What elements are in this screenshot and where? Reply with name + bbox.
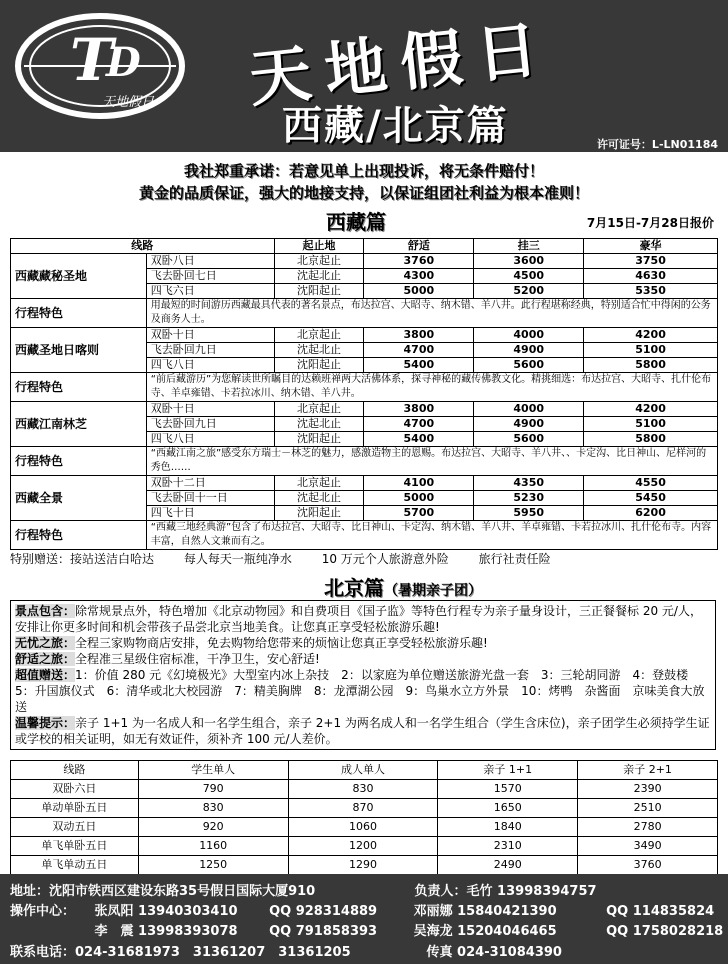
beijing-title-note: （暑期亲子团） [384, 583, 482, 599]
price-adult: 870 [288, 799, 438, 818]
duration-cell: 飞去卧回九日 [146, 417, 274, 432]
price-family-2-1: 2510 [578, 799, 718, 818]
info-label: 景点包含： [15, 604, 76, 618]
header-route: 线路 [11, 761, 139, 780]
route-name: 西藏藏秘圣地 [11, 254, 147, 299]
tibet-price-table [10, 238, 718, 550]
header-family-2-1: 亲子 2+1 [578, 761, 718, 780]
price-comfort: 3760 [364, 254, 474, 269]
table-row [11, 402, 718, 417]
beijing-info-box [10, 600, 716, 750]
info-item [15, 651, 711, 667]
header-three-star: 挂三 [474, 239, 584, 254]
license-number: 许可证号：L-LN01184 [596, 138, 718, 151]
feature-text: “西藏三地经典游”包含了布达拉宫、大昭寺、比日神山、卡定沟、纳木错、羊八井、羊卓雍错、卡若拉冰川、扎什伦布寺。内容丰富，自然人文兼而有之。 [146, 521, 717, 550]
price-three-star: 3600 [474, 254, 584, 269]
table-row [11, 856, 718, 875]
contact-name-phone: 张凤阳 13940303410 [94, 904, 238, 919]
info-text: 全程三家购物商店安排，免去购物给您带来的烦恼让您真正享受轻松旅游乐趣! [75, 636, 488, 650]
price-luxury: 5450 [584, 491, 718, 506]
table-row [11, 476, 718, 491]
price-comfort: 5700 [364, 506, 474, 521]
feature-row [11, 447, 718, 476]
gift-item: 旅行社责任险 [478, 552, 551, 566]
feature-text: “前后藏游历”为您解读世所瞩目的达赖班禅两大活佛体系，探寻神秘的藏传佛教文化。精挑细选：布达拉宫、大昭寺、扎什伦布寺、羊卓雍错、卡若拉冰川、纳木错、羊八井。 [146, 373, 717, 402]
route-cell: 单飞单动五日 [11, 856, 139, 875]
price-comfort: 5000 [364, 284, 474, 299]
price-luxury: 5100 [584, 417, 718, 432]
price-luxury: 4550 [584, 476, 718, 491]
table-header-row [11, 239, 718, 254]
info-item [15, 635, 711, 651]
endpoint-cell: 沈起北止 [274, 343, 364, 358]
feature-text: 用最短的时间游历西藏最具代表的著名景点，布达拉宫、大昭寺、纳木错、羊八井。此行程堪称经典，特别适合忙中得闲的公务及商务人士。 [146, 299, 717, 328]
header-adult: 成人单人 [288, 761, 438, 780]
promise-line-2: 黄金的品质保证，强大的地接支持，以保证组团社利益为根本准则！ [138, 184, 589, 202]
price-adult: 1200 [288, 837, 438, 856]
route-cell: 单飞单卧五日 [11, 837, 139, 856]
logo [14, 10, 194, 122]
price-luxury: 3750 [584, 254, 718, 269]
beijing-section-title: 北京篇（暑期亲子团） [324, 576, 482, 600]
price-family-1-1: 2490 [438, 856, 578, 875]
info-label: 无忧之旅： [15, 636, 76, 650]
promise-line-1: 我社郑重承诺：若意见单上出现投诉，将无条件赔付！ [183, 162, 544, 180]
svg-text:T: T [70, 26, 114, 94]
endpoint-cell: 沈阳起止 [274, 506, 364, 521]
contact-footer [0, 874, 728, 964]
price-luxury: 6200 [584, 506, 718, 521]
info-text: 1：价值 280 元《幻境极光》大型室内冰上杂技 2：以家庭为单位赠送旅游光盘一套 3：三轮胡同游 4：登鼓楼 5：升国旗仪式 6：清华或北大校园游 7：精美胸牌 8：龙潭湖公园 9：鸟巢水立方外景 10：烤鸭 杂酱面 京味美食大放送 [15, 668, 705, 714]
price-student: 1160 [138, 837, 288, 856]
ops-label: 操作中心： [10, 904, 76, 919]
price-family-1-1: 2310 [438, 837, 578, 856]
duration-cell: 四飞十日 [146, 506, 274, 521]
price-adult: 1290 [288, 856, 438, 875]
contact-name-phone: 邓丽娜 15840421390 [413, 904, 557, 919]
info-item [15, 667, 711, 715]
price-comfort: 4700 [364, 417, 474, 432]
svg-text:天地假日: 天地假日 [102, 95, 155, 110]
endpoint-cell: 沈阳起止 [274, 432, 364, 447]
price-luxury: 5100 [584, 343, 718, 358]
price-three-star: 5600 [474, 432, 584, 447]
route-name: 西藏全景 [11, 476, 147, 521]
price-three-star: 4500 [474, 269, 584, 284]
special-gifts [10, 550, 718, 567]
contact-qq: QQ 791858393 [269, 924, 378, 939]
price-comfort: 5400 [364, 358, 474, 373]
duration-cell: 双卧十日 [146, 328, 274, 343]
price-comfort: 5400 [364, 432, 474, 447]
duration-cell: 四飞八日 [146, 432, 274, 447]
svg-text:D: D [106, 39, 141, 86]
header-endpoints: 起止地 [274, 239, 364, 254]
endpoint-cell: 沈起北止 [274, 269, 364, 284]
info-text: 全程准三星级住宿标准，干净卫生，安心舒适! [75, 652, 320, 666]
info-item [15, 715, 711, 747]
feature-label: 行程特色 [11, 299, 147, 328]
price-luxury: 5800 [584, 358, 718, 373]
duration-cell: 双卧十二日 [146, 476, 274, 491]
fax-number: 传真 024-31084390 [426, 945, 562, 960]
price-comfort: 3800 [364, 402, 474, 417]
price-luxury: 5800 [584, 432, 718, 447]
endpoint-cell: 北京起止 [274, 476, 364, 491]
feature-label: 行程特色 [11, 447, 147, 476]
contact-qq: QQ 1758028218 [606, 924, 724, 939]
info-label: 舒适之旅： [15, 652, 76, 666]
price-three-star: 4350 [474, 476, 584, 491]
price-three-star: 5600 [474, 358, 584, 373]
price-family-2-1: 2780 [578, 818, 718, 837]
feature-row [11, 521, 718, 550]
page-subtitle: 西藏/北京篇 [282, 103, 509, 149]
duration-cell: 四飞六日 [146, 284, 274, 299]
price-three-star: 5200 [474, 284, 584, 299]
info-text: 除常规景点外，特色增加《北京动物园》和自费项目《国子监》等特色行程专为亲子量身设计，三正餐餐标 20 元/人，安排让你更多时间和机会带孩子品尝北京当地美食。让您真正享受轻松旅游乐趣! [15, 604, 702, 634]
table-row [11, 837, 718, 856]
price-student: 830 [138, 799, 288, 818]
contact-qq: QQ 928314889 [269, 904, 378, 919]
gift-item: 10 万元个人旅游意外险 [321, 552, 449, 566]
price-adult: 1060 [288, 818, 438, 837]
feature-text: “西藏江南之旅”感受东方瑞士－林芝的魅力，感激造物主的恩赐。布达拉宫、大昭寺、羊八井、、卡定沟、比日神山、尼样河的秀色…… [146, 447, 717, 476]
price-three-star: 5230 [474, 491, 584, 506]
header-banner [0, 0, 728, 152]
contact-name-phone: 李 震 13998393078 [94, 924, 238, 939]
address: 地址：沈阳市铁西区建设东路35号假日国际大厦910 [10, 884, 316, 899]
table-row [11, 780, 718, 799]
price-comfort: 4300 [364, 269, 474, 284]
table-row [11, 328, 718, 343]
endpoint-cell: 沈起北止 [274, 417, 364, 432]
price-luxury: 4200 [584, 402, 718, 417]
gift-item: 每人每天一瓶纯净水 [183, 552, 292, 566]
price-adult: 830 [288, 780, 438, 799]
header-family-1-1: 亲子 1+1 [438, 761, 578, 780]
endpoint-cell: 北京起止 [274, 254, 364, 269]
price-family-2-1: 2390 [578, 780, 718, 799]
duration-cell: 双卧十日 [146, 402, 274, 417]
price-three-star: 4900 [474, 343, 584, 358]
table-row [11, 254, 718, 269]
endpoint-cell: 沈起北止 [274, 491, 364, 506]
feature-label: 行程特色 [11, 521, 147, 550]
price-luxury: 5350 [584, 284, 718, 299]
duration-cell: 四飞八日 [146, 358, 274, 373]
price-student: 790 [138, 780, 288, 799]
price-three-star: 4900 [474, 417, 584, 432]
logo-globe-icon [14, 10, 194, 122]
header-comfort: 舒适 [364, 239, 474, 254]
price-three-star: 4000 [474, 328, 584, 343]
price-luxury: 4200 [584, 328, 718, 343]
feature-label: 行程特色 [11, 373, 147, 402]
beijing-price-table [10, 760, 718, 875]
info-label: 超值赠送： [15, 668, 76, 682]
info-label: 温馨提示： [15, 716, 76, 730]
price-student: 920 [138, 818, 288, 837]
header-route: 线路 [11, 239, 275, 254]
price-student: 1250 [138, 856, 288, 875]
table-row [11, 799, 718, 818]
route-name: 西藏圣地日喀则 [11, 328, 147, 373]
endpoint-cell: 沈阳起止 [274, 284, 364, 299]
duration-cell: 飞去卧回十一日 [146, 491, 274, 506]
header-luxury: 豪华 [584, 239, 718, 254]
feature-row [11, 373, 718, 402]
route-cell: 双卧六日 [11, 780, 139, 799]
endpoint-cell: 北京起止 [274, 328, 364, 343]
price-family-2-1: 3760 [578, 856, 718, 875]
price-comfort: 4100 [364, 476, 474, 491]
price-comfort: 4700 [364, 343, 474, 358]
route-cell: 双动五日 [11, 818, 139, 837]
feature-row [11, 299, 718, 328]
contact-qq: QQ 114835824 [606, 904, 715, 919]
table-header-row [11, 761, 718, 780]
tibet-section-title: 西藏篇 [326, 210, 386, 234]
duration-cell: 双卧八日 [146, 254, 274, 269]
price-three-star: 5950 [474, 506, 584, 521]
table-row [11, 818, 718, 837]
endpoint-cell: 沈阳起止 [274, 358, 364, 373]
price-comfort: 3800 [364, 328, 474, 343]
info-text: 亲子 1+1 为一名成人和一名学生组合，亲子 2+1 为两名成人和一名学生组合（学生含床位)，亲子团学生必须持学生证或学校的相关证明，如无有效证件，须补齐 100 元/人差价。 [15, 716, 710, 746]
price-luxury: 4630 [584, 269, 718, 284]
brand-title: 天地假日 [245, 11, 556, 116]
price-comfort: 5000 [364, 491, 474, 506]
duration-cell: 飞去卧回九日 [146, 343, 274, 358]
tibet-date-note: 7月15日-7月28日报价 [586, 216, 714, 230]
manager: 负责人：毛竹 13998394757 [414, 884, 597, 899]
contact-name-phone: 吴海龙 15204046465 [413, 924, 557, 939]
price-family-1-1: 1840 [438, 818, 578, 837]
price-family-1-1: 1650 [438, 799, 578, 818]
duration-cell: 飞去卧回七日 [146, 269, 274, 284]
gift-item: 特别赠送：接站送洁白哈达 [10, 552, 155, 566]
route-cell: 单动单卧五日 [11, 799, 139, 818]
route-name: 西藏江南林芝 [11, 402, 147, 447]
header-student: 学生单人 [138, 761, 288, 780]
price-family-2-1: 3490 [578, 837, 718, 856]
endpoint-cell: 北京起止 [274, 402, 364, 417]
phone-numbers: 联系电话：024-31681973 31361207 31361205 [10, 945, 351, 960]
info-item [15, 603, 711, 635]
price-family-1-1: 1570 [438, 780, 578, 799]
price-three-star: 4000 [474, 402, 584, 417]
